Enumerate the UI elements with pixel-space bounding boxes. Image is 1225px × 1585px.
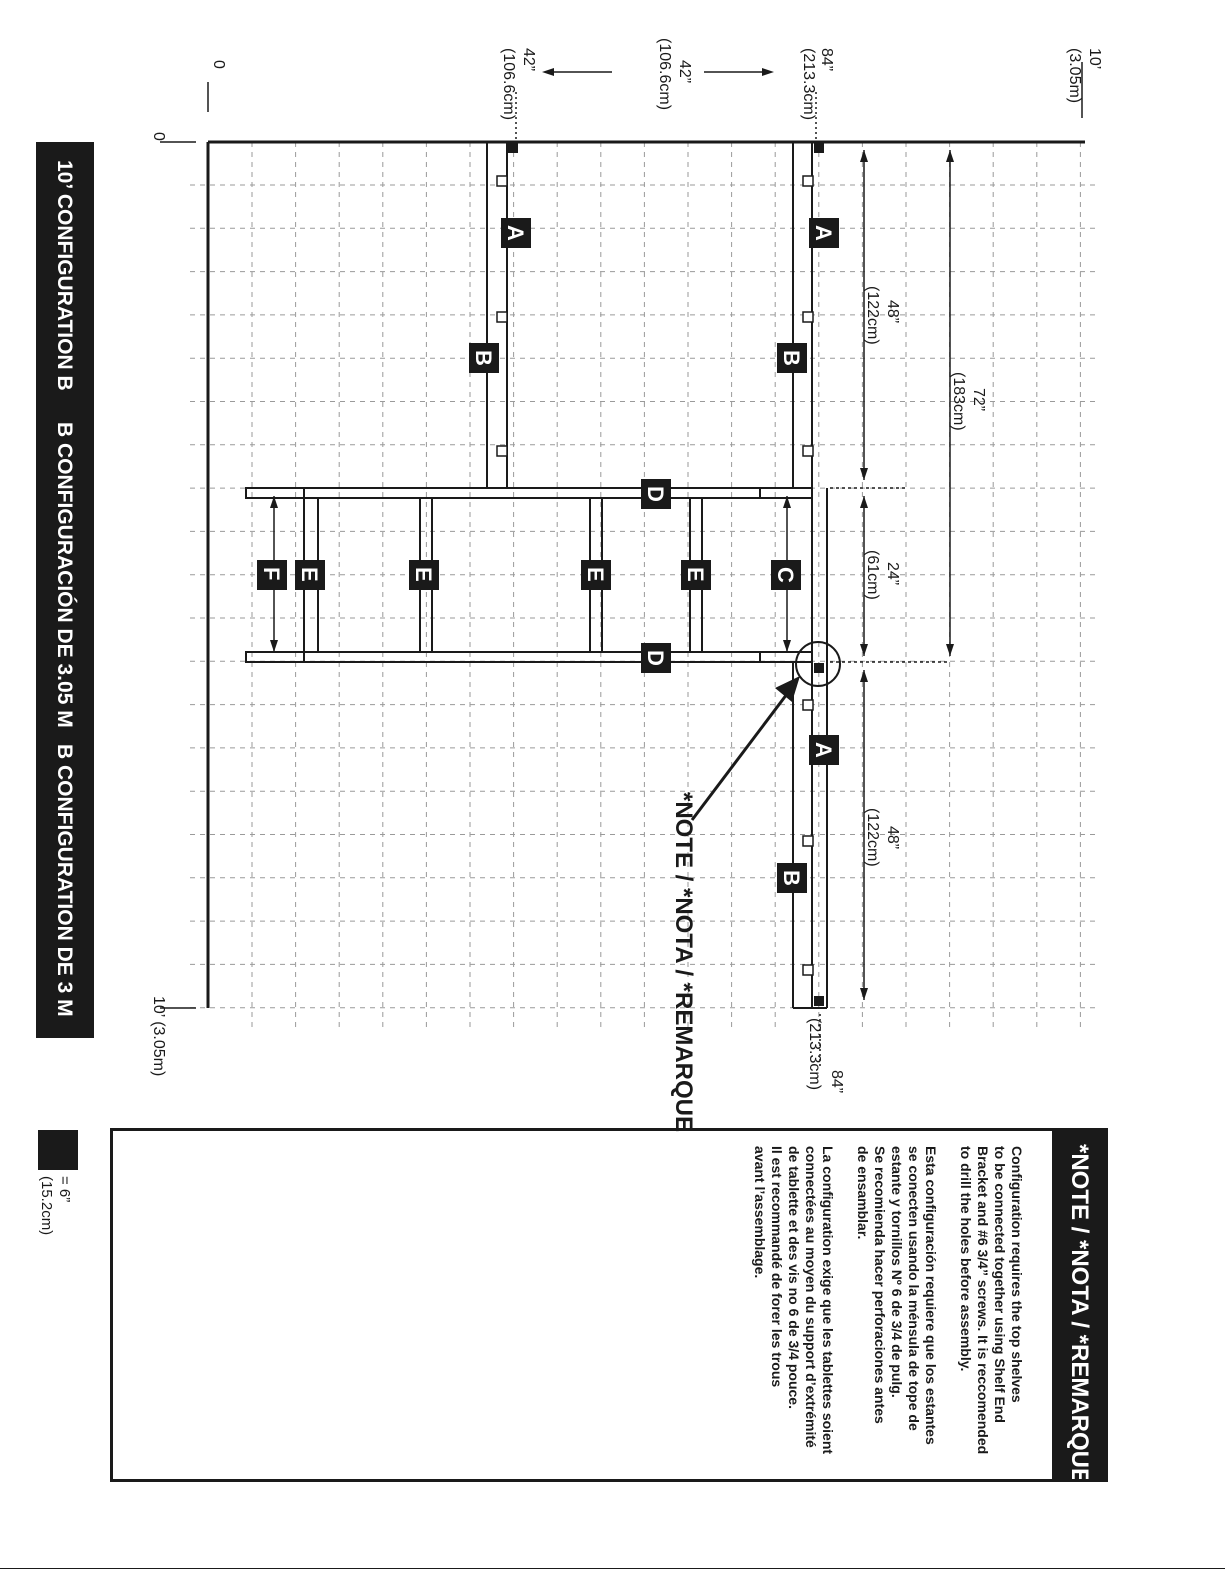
part-label-d xyxy=(641,643,671,673)
note-line-es: se conecten usando la ménsula de tope de xyxy=(906,1146,922,1431)
dim-24: 24” xyxy=(884,562,901,586)
svg-text:B: B xyxy=(779,350,804,366)
dim-84cm-top: (213.3cm) xyxy=(800,48,817,121)
note-line-en: Configuration requires the top shelves xyxy=(1009,1146,1025,1403)
part-label-e xyxy=(295,560,325,590)
part-label-c xyxy=(771,560,801,590)
footer-rule xyxy=(0,1568,1225,1569)
note-line-en: to be connected together using Shelf End xyxy=(992,1146,1008,1423)
note-line-es: estante y tornillos Nº 6 de 3/4 de pulg. xyxy=(889,1146,905,1398)
dim-48cm-bottom: (122cm) xyxy=(864,808,881,867)
part-label-e xyxy=(681,560,711,590)
dim-84cm-bottom: (213.3cm) xyxy=(806,1018,823,1091)
note-header: *NOTE / *NOTA / *REMARQUE xyxy=(1066,1144,1093,1485)
part-label-e xyxy=(581,560,611,590)
note-line-fr: connectées au moyen du support d’extrémité xyxy=(803,1146,819,1448)
dim-42-left: 42” xyxy=(520,48,537,72)
grid xyxy=(190,142,1100,1030)
svg-text:E: E xyxy=(411,567,436,582)
note-line-fr: de tablette et des vis no 6 de 3/4 pouce. xyxy=(786,1146,802,1409)
svg-text:B: B xyxy=(779,870,804,886)
note-line-es: de ensamblar. xyxy=(855,1146,871,1240)
scale-ten-m: (3.05m) xyxy=(1066,48,1083,104)
dim-48cm-top: (122cm) xyxy=(864,286,881,345)
part-label-a xyxy=(501,218,531,248)
note-line-en: Bracket and #6 3/4” screws. It is reccomended xyxy=(975,1146,991,1455)
note-panel xyxy=(110,1128,1108,1485)
part-label-a xyxy=(809,218,839,248)
scale-ten-ft: 10’ xyxy=(1086,48,1103,70)
dim-72cm: (183cm) xyxy=(950,372,967,431)
part-label-d xyxy=(641,479,671,509)
legend-grid-swatch xyxy=(38,1130,78,1170)
dim-84-bottom: 84” xyxy=(828,1070,845,1094)
scale-ten-bottom: 10’ (3.05m) xyxy=(150,996,167,1077)
note-line-fr: Il est recommandé de forer les trous xyxy=(769,1146,785,1388)
part-label-b xyxy=(469,343,499,373)
dimension-arrowheads xyxy=(270,68,954,1000)
svg-text:A: A xyxy=(811,742,836,758)
svg-text:D: D xyxy=(643,650,668,666)
dim-84-top: 84” xyxy=(818,48,835,72)
legend-eq: = 6” xyxy=(56,1176,73,1203)
scale-zero-left: 0 xyxy=(210,60,227,69)
dim-42cm-left: (106.6cm) xyxy=(500,48,517,121)
part-label-b xyxy=(777,863,807,893)
title-fr: B CONFIGURATION DE 3 M xyxy=(53,744,76,1017)
scale-zero-top: 0 xyxy=(150,132,167,141)
dim-24cm: (61cm) xyxy=(864,550,881,600)
note-line-en: to drill the holes before assembly. xyxy=(958,1146,974,1372)
callout-text: *NOTE / *NOTA / *REMARQUE xyxy=(670,792,697,1133)
title-en: 10’ CONFIGURATION B xyxy=(53,160,76,391)
dim-48-bottom: 48” xyxy=(884,826,901,850)
callout-arrowhead xyxy=(775,676,800,702)
note-line-es: Esta configuración requiere que los estantes xyxy=(923,1146,939,1445)
svg-text:E: E xyxy=(683,567,708,582)
legend-cm: (15.2cm) xyxy=(38,1176,55,1236)
svg-text:A: A xyxy=(811,225,836,241)
note-line-fr: avant l’assemblage. xyxy=(752,1146,768,1279)
dim-42-right: 42” xyxy=(676,60,693,84)
title-es: B CONFIGURACIÓN DE 3.05 M xyxy=(53,422,76,728)
svg-text:C: C xyxy=(773,567,798,583)
svg-text:F: F xyxy=(259,567,284,581)
part-label-e xyxy=(409,560,439,590)
svg-text:D: D xyxy=(643,486,668,502)
note-line-es: Se recomienda hacer perforaciones antes xyxy=(872,1146,888,1424)
part-label-f xyxy=(257,560,287,590)
svg-text:E: E xyxy=(583,567,608,582)
part-label-a xyxy=(809,735,839,765)
svg-text:B: B xyxy=(471,350,496,366)
brackets xyxy=(497,176,813,975)
part-label-b xyxy=(777,343,807,373)
dim-72: 72” xyxy=(970,388,987,412)
svg-text:E: E xyxy=(297,567,322,582)
note-line-fr: La configuration exige que les tablettes soient xyxy=(820,1146,836,1455)
dim-48-top: 48” xyxy=(884,300,901,324)
svg-text:A: A xyxy=(503,225,528,241)
dim-42cm-right: (106.6cm) xyxy=(656,38,673,111)
